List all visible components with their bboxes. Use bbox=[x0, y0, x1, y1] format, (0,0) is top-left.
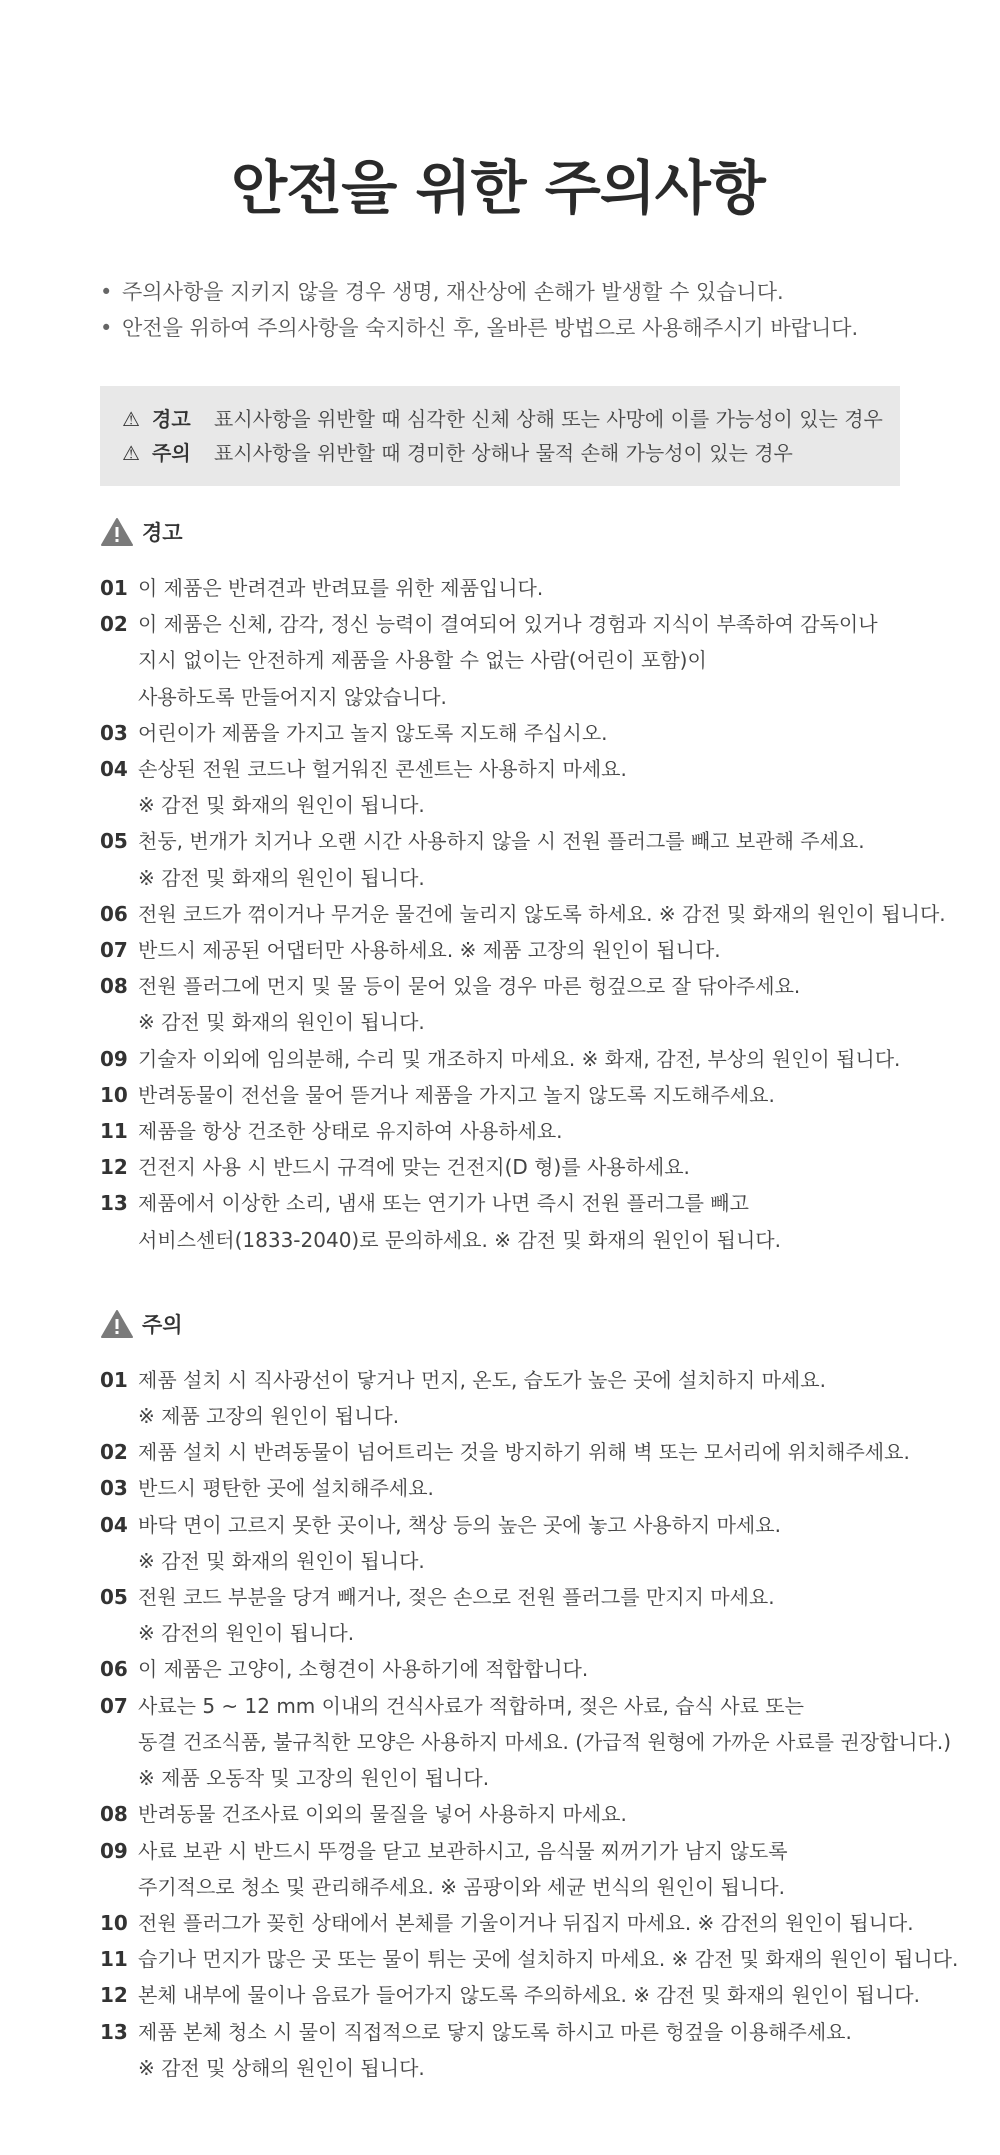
list-item bbox=[100, 1833, 920, 1905]
item-text-line: 전원 코드 부분을 당겨 빼거나, 젖은 손으로 전원 플러그를 만지지 마세요. bbox=[138, 1585, 775, 1610]
item-number: 08 bbox=[100, 1802, 128, 1827]
item-text-line: 이 제품은 반려견과 반려묘를 위한 제품입니다. bbox=[138, 576, 544, 600]
list-item bbox=[100, 1149, 920, 1185]
item-text-line: 지시 없이는 안전하게 제품을 사용할 수 없는 사람(어린이 포함)이 bbox=[138, 648, 707, 673]
item-text-line: 제품을 항상 건조한 상태로 유지하여 사용하세요. bbox=[138, 1119, 563, 1144]
section-header bbox=[100, 1304, 920, 1344]
item-text bbox=[138, 1507, 781, 1579]
item-number: 02 bbox=[100, 1440, 128, 1465]
item-number: 03 bbox=[100, 1476, 128, 1501]
legend-description: 표시사항을 위반할 때 경미한 상해나 물적 손해 가능성이 있는 경우 bbox=[214, 441, 793, 465]
item-text-line: 이 제품은 고양이, 소형견이 사용하기에 적합합니다. bbox=[138, 1657, 589, 1682]
item-text bbox=[138, 1185, 781, 1257]
item-text bbox=[138, 932, 721, 968]
item-text bbox=[138, 1113, 563, 1149]
item-text bbox=[138, 823, 865, 895]
item-text bbox=[138, 1579, 775, 1651]
item-number: 02 bbox=[100, 612, 128, 637]
item-text bbox=[138, 1833, 788, 1905]
warning-triangle-icon bbox=[100, 517, 134, 547]
section-header bbox=[100, 512, 920, 552]
item-text bbox=[138, 751, 627, 823]
item-text-line: 손상된 전원 코드나 헐거워진 콘센트는 사용하지 마세요. bbox=[138, 757, 627, 782]
item-number: 12 bbox=[100, 1155, 128, 1180]
item-text-line: 전원 코드가 꺾이거나 무거운 물건에 눌리지 않도록 하세요. ※ 감전 및 화재의 원인이 됩니다. bbox=[138, 901, 946, 926]
section-title: 주의 bbox=[142, 1312, 183, 1337]
item-text-line: 제품 설치 시 반려동물이 넘어트리는 것을 방지하기 위해 벽 또는 모서리에 위치해주세요. bbox=[138, 1440, 910, 1465]
item-text bbox=[138, 1077, 775, 1113]
item-text-line: 사용하도록 만들어지지 않았습니다. bbox=[138, 684, 447, 709]
item-text-line: 전원 플러그가 꽂힌 상태에서 본체를 기울이거나 뒤집지 마세요. ※ 감전의 원인이 됩니다. bbox=[138, 1910, 914, 1935]
item-number: 13 bbox=[100, 1191, 128, 1216]
page-title: 안전을 위한 주의사항 bbox=[231, 154, 765, 222]
list-item bbox=[100, 1041, 920, 1077]
item-text bbox=[138, 715, 608, 751]
item-text-line: 전원 플러그에 먼지 및 물 등이 묻어 있을 경우 마른 헝겊으로 잘 닦아주세요. bbox=[138, 974, 801, 999]
list-item bbox=[100, 1507, 920, 1579]
warning-triangle-icon bbox=[100, 1309, 134, 1339]
item-text-line: 사료는 5 ~ 12 mm 이내의 건식사료가 적합하며, 젖은 사료, 습식 사료 또는 bbox=[138, 1693, 804, 1718]
item-number: 12 bbox=[100, 1983, 128, 2008]
item-number: 11 bbox=[100, 1119, 128, 1144]
item-number: 10 bbox=[100, 1910, 128, 1935]
item-text bbox=[138, 1941, 958, 1977]
item-text-line: 어린이가 제품을 가지고 놀지 않도록 지도해 주십시오. bbox=[138, 720, 608, 745]
item-text-line: ※ 감전 및 화재의 원인이 됩니다. bbox=[138, 1548, 425, 1573]
item-text-line: 제품 본체 청소 시 물이 직접적으로 닿지 않도록 하시고 마른 헝겊을 이용해주세요. bbox=[138, 2019, 852, 2044]
item-text bbox=[138, 606, 878, 715]
legend-term: 경고 bbox=[152, 407, 191, 431]
list-item bbox=[100, 968, 920, 1040]
legend-term: 주의 bbox=[152, 441, 191, 465]
list-item bbox=[100, 1077, 920, 1113]
list-item bbox=[100, 1688, 952, 1797]
list-item bbox=[100, 1185, 920, 1257]
list-item bbox=[100, 1651, 920, 1687]
list-item bbox=[100, 823, 920, 895]
item-text-line: 제품에서 이상한 소리, 냄새 또는 연기가 나면 즉시 전원 플러그를 빼고 bbox=[138, 1191, 749, 1216]
list-item bbox=[100, 606, 920, 715]
item-text bbox=[138, 1688, 951, 1797]
item-number: 06 bbox=[100, 1657, 128, 1682]
item-text-line: 건전지 사용 시 반드시 규격에 맞는 건전지(D 형)를 사용하세요. bbox=[138, 1155, 690, 1180]
item-text-line: 이 제품은 신체, 감각, 정신 능력이 결여되어 있거나 경험과 지식이 부족하여 감독이나 bbox=[138, 612, 878, 637]
warning-items-list bbox=[100, 570, 946, 1258]
intro-list bbox=[100, 274, 920, 346]
list-item bbox=[100, 715, 920, 751]
item-text bbox=[138, 1434, 910, 1470]
item-number: 06 bbox=[100, 901, 128, 926]
safety-precautions-page bbox=[100, 0, 959, 2086]
list-item bbox=[100, 1796, 920, 1832]
item-number: 09 bbox=[100, 1838, 128, 1863]
item-number: 01 bbox=[100, 576, 128, 600]
legend-box bbox=[100, 386, 900, 486]
item-number: 01 bbox=[100, 1367, 128, 1392]
item-number: 07 bbox=[100, 1693, 128, 1718]
item-number: 10 bbox=[100, 1082, 128, 1107]
section-warning bbox=[100, 512, 946, 1258]
section-title: 경고 bbox=[142, 521, 183, 545]
item-number: 05 bbox=[100, 1585, 128, 1610]
list-item bbox=[100, 1434, 920, 1470]
item-number: 11 bbox=[100, 1947, 128, 1972]
list-item bbox=[100, 1941, 959, 1977]
list-item bbox=[100, 751, 920, 823]
item-text bbox=[138, 2014, 852, 2086]
item-text-line: 기술자 이외에 임의분해, 수리 및 개조하지 마세요. ※ 화재, 감전, 부상의 원인이 됩니다. bbox=[138, 1046, 901, 1071]
item-text-line: ※ 감전 및 화재의 원인이 됩니다. bbox=[138, 865, 425, 890]
item-number: 04 bbox=[100, 1512, 128, 1537]
list-item bbox=[100, 2014, 920, 2086]
item-number: 07 bbox=[100, 938, 128, 963]
item-text-line: 습기나 먼지가 많은 곳 또는 물이 튀는 곳에 설치하지 마세요. ※ 감전 및 화재의 원인이 됩니다. bbox=[138, 1947, 959, 1972]
item-text bbox=[138, 1977, 920, 2013]
list-item bbox=[100, 1470, 920, 1506]
item-text bbox=[138, 968, 800, 1040]
item-text bbox=[138, 1796, 627, 1832]
item-text bbox=[138, 1149, 690, 1185]
item-text-line: ※ 제품 고장의 원인이 됩니다. bbox=[138, 1404, 400, 1429]
item-text-line: 주기적으로 청소 및 관리해주세요. ※ 곰팡이와 세균 번식의 원인이 됩니다. bbox=[138, 1874, 785, 1899]
item-number: 04 bbox=[100, 757, 128, 782]
item-text-line: 천둥, 번개가 치거나 오랜 시간 사용하지 않을 시 전원 플러그를 빼고 보관해 주세요. bbox=[138, 829, 865, 854]
legend-row-caution bbox=[122, 436, 900, 470]
list-item bbox=[100, 570, 920, 606]
item-number: 05 bbox=[100, 829, 128, 854]
item-number: 03 bbox=[100, 720, 128, 745]
item-text-line: ※ 제품 오동작 및 고장의 원인이 됩니다. bbox=[138, 1766, 490, 1791]
list-item bbox=[100, 1905, 920, 1941]
list-item bbox=[100, 1362, 920, 1434]
item-text-line: 반드시 평탄한 곳에 설치해주세요. bbox=[138, 1476, 434, 1501]
item-text-line: 사료 보관 시 반드시 뚜껑을 닫고 보관하시고, 음식물 찌꺼기가 남지 않도록 bbox=[138, 1838, 788, 1863]
item-text bbox=[138, 570, 543, 606]
item-text bbox=[138, 1470, 434, 1506]
intro-item: • 안전을 위하여 주의사항을 숙지하신 후, 올바른 방법으로 사용해주시기 바랍니다. bbox=[100, 310, 920, 346]
item-text-line: 반려동물 건조사료 이외의 물질을 넣어 사용하지 마세요. bbox=[138, 1802, 627, 1827]
list-item bbox=[100, 1579, 920, 1651]
item-text-line: ※ 감전 및 화재의 원인이 됩니다. bbox=[138, 793, 425, 818]
item-text-line: 본체 내부에 물이나 음료가 들어가지 않도록 주의하세요. ※ 감전 및 화재의 원인이 됩니다. bbox=[138, 1983, 920, 2008]
legend-row-warning bbox=[122, 402, 900, 436]
warning-outline-icon: ⚠ bbox=[122, 407, 140, 431]
item-text-line: 반드시 제공된 어댑터만 사용하세요. ※ 제품 고장의 원인이 됩니다. bbox=[138, 938, 721, 963]
item-text-line: ※ 감전 및 화재의 원인이 됩니다. bbox=[138, 1010, 425, 1035]
section-caution bbox=[100, 1304, 959, 2086]
item-text-line: 동결 건조식품, 불규칙한 모양은 사용하지 마세요. (가급적 원형에 가까운 사료를 권장합니다.) bbox=[138, 1729, 952, 1754]
item-text-line: 반려동물이 전선을 물어 뜯거나 제품을 가지고 놀지 않도록 지도해주세요. bbox=[138, 1082, 775, 1107]
list-item bbox=[100, 1977, 920, 2013]
item-text-line: ※ 감전 및 상해의 원인이 됩니다. bbox=[138, 2055, 425, 2080]
item-text-line: ※ 감전의 원인이 됩니다. bbox=[138, 1621, 355, 1646]
item-text bbox=[138, 896, 946, 932]
item-text bbox=[138, 1041, 900, 1077]
list-item bbox=[100, 932, 920, 968]
item-text-line: 제품 설치 시 직사광선이 닿거나 먼지, 온도, 습도가 높은 곳에 설치하지 마세요. bbox=[138, 1367, 826, 1392]
item-text bbox=[138, 1362, 826, 1434]
list-item bbox=[100, 896, 946, 932]
caution-items-list bbox=[100, 1362, 959, 2086]
item-number: 13 bbox=[100, 2019, 128, 2044]
intro-item: • 주의사항을 지키지 않을 경우 생명, 재산상에 손해가 발생할 수 있습니다. bbox=[100, 274, 920, 310]
list-item bbox=[100, 1113, 920, 1149]
item-text-line: 바닥 면이 고르지 못한 곳이나, 책상 등의 높은 곳에 놓고 사용하지 마세요. bbox=[138, 1512, 781, 1537]
item-text-line: 서비스센터(1833-2040)로 문의하세요. ※ 감전 및 화재의 원인이 됩니다. bbox=[138, 1227, 781, 1252]
item-text bbox=[138, 1651, 588, 1687]
item-text bbox=[138, 1905, 914, 1941]
item-number: 09 bbox=[100, 1046, 128, 1071]
legend-description: 표시사항을 위반할 때 심각한 신체 상해 또는 사망에 이를 가능성이 있는 경우 bbox=[214, 407, 883, 431]
item-number: 08 bbox=[100, 974, 128, 999]
warning-outline-icon: ⚠ bbox=[122, 441, 140, 465]
